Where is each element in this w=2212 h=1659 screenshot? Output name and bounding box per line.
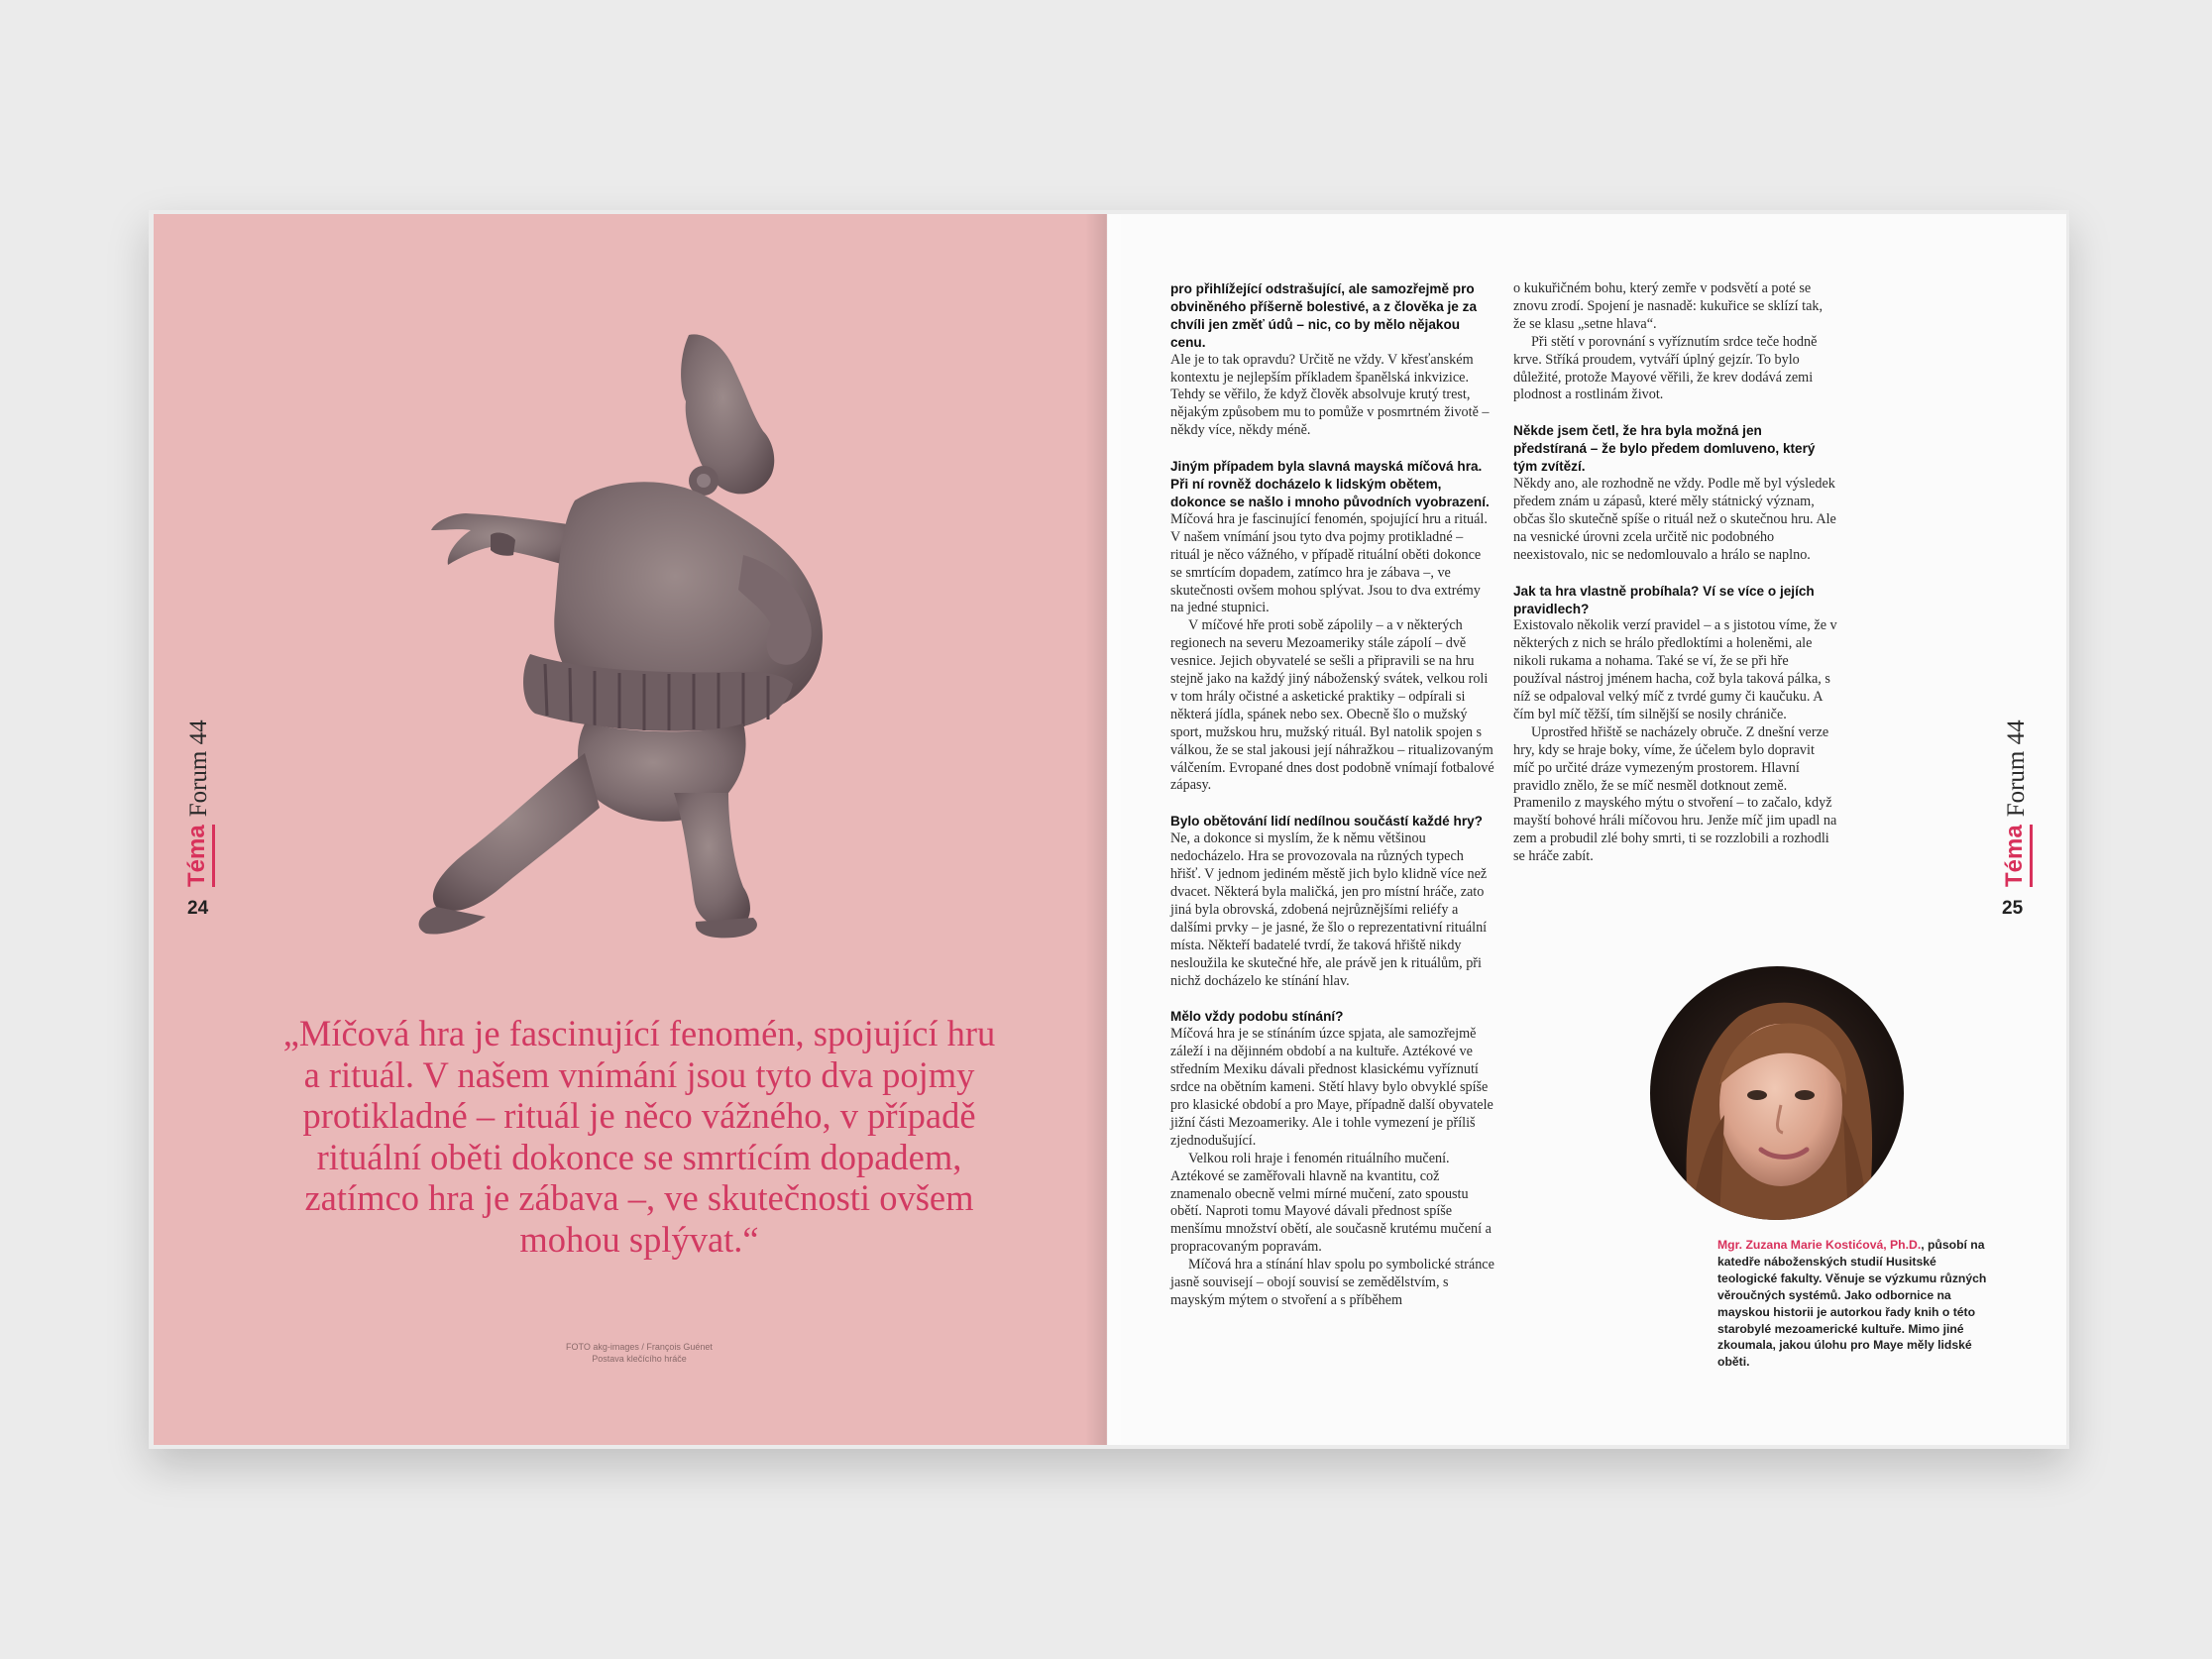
body-paragraph: Existovalo několik verzí pravidel – a s jistotou víme, že v některých z nich se hrálo předloktími a holeněmi, ale nikoli rukama a nohama. Také se ví, že se při hře používal nástroj jménem hacha, což byla taková pálka, s níž se odpaloval velký míč z tvrdé gumy či kaučuku. A čím byl míč těžší, tím silnější se nosily chrániče. — [1513, 617, 1837, 722]
section-rubric: Téma — [183, 825, 215, 887]
page-number: 25 — [2002, 898, 2024, 919]
body-paragraph: Míčová hra je se stínáním úzce spjata, ale samozřejmě záleží i na dějinném období a na kultuře. Aztékové ve středním Mexiku dávali přednost klasickému vyříznutí srdce na obětním kameni. Stětí hlavy bylo obvyklé spíše pro klasické období a pro Maye, případně další obyvatele jižní části Mezoameriky. Ale i tohle vymezení je příliš zjednodušující. — [1170, 1026, 1493, 1149]
body-paragraph: V míčové hře proti sobě zápolily – a v některých regionech na severu Mezoameriky stále zápolí – dvě vesnice. Jejich obyvatelé se sešli a připravili se na hru stejně jako na každý jiný náboženský svátek, velkou roli v tom hrály očistné a asketické praktiky – odpírali si některá jídla, spánek nebo sex. Obecně šlo o mužský sport, mužskou hru, mužský rituál. Byl natolik spojen s válkou, že se stal jakousi její náhražkou – ritualizovaným válčením. Evropané dnes dost podobně vnímají fotbalové zápasy. — [1170, 617, 1494, 794]
bio-name: Mgr. Zuzana Marie Kostićová, Ph.D. — [1717, 1238, 1922, 1252]
page-number: 24 — [187, 898, 209, 919]
paragraph-gap — [1513, 565, 1838, 583]
interview-question: Někde jsem četl, že hra byla možná jen předstíraná – že bylo předem domluveno, který tým zvítězí. — [1513, 423, 1816, 475]
body-paragraph: Míčová hra je fascinující fenomén, spojující hru a rituál. V našem vnímání jsou tyto dva pojmy protikladné – rituál je něco vážného, v případě rituální oběti dokonce se smrtícím dopadem, zatímco hra je zábava –, ve skutečnosti ovšem mohou splývat. Jsou to dva extrémy na jedné stupnici. — [1170, 510, 1488, 616]
interview-question: Jak ta hra vlastně probíhala? Ví se více o jejích pravidlech? — [1513, 583, 1815, 616]
paragraph-gap — [1170, 795, 1495, 813]
magazine-name: Forum 44 — [185, 719, 212, 818]
interview-question: Bylo obětování lidí nedílnou součástí každé hry? — [1170, 814, 1483, 830]
interview-question: pro přihlížející odstrašující, ale samozřejmě pro obviněného příšerně bolestivé, a z člověka je za chvíli jen změť údů – nic, co by mělo nějakou cenu. — [1170, 281, 1477, 350]
paragraph-gap — [1170, 990, 1495, 1008]
ballplayer-figurine-photo — [337, 327, 951, 941]
body-paragraph: o kukuřičném bohu, který zemře v podsvětí a poté se znovu zrodí. Spojení je nasnadě: kukuřice se sklízí tak, že se klasu „setne hlava“. — [1513, 280, 1824, 332]
section-rubric: Téma — [2001, 825, 2033, 887]
author-bio — [1717, 1237, 1997, 1371]
body-paragraph: Míčová hra a stínání hlav spolu po symbolické stránce jasně souvisejí – obojí souvisí se zemědělstvím, s mayským mýtem o stvoření a s příběhem — [1170, 1257, 1494, 1308]
body-paragraph: Ale je to tak opravdu? Určitě ne vždy. V křesťanském kontextu je nejlepším příkladem španělská inkvizice. Tehdy se věřilo, že když člověk absolvuje krutý trest, nějakým způsobem mu to pomůže v posmrtném životě – někdy více, někdy méně. — [1170, 351, 1490, 439]
portrait-photo — [1650, 966, 1904, 1220]
photo-caption: Postava klečícího hráče — [592, 1354, 687, 1364]
body-paragraph: Velkou roli hraje i fenomén rituálního mučení. Aztékové se zaměřovali hlavně na kvantitu, což znamenalo obecně velmi mírné mučení, zato spoustu obětí. Naproti tomu Mayové dávali přednost spíše menšímu množství obětí, ale současně krutému mučení a propracovaným popravám. — [1170, 1150, 1492, 1256]
body-paragraph: Někdy ano, ale rozhodně ne vždy. Podle mě byl výsledek předem znám u zápasů, které měly státnický význam, občas šlo skutečně spíše o rituál než o skutečnou hru. Ale na vesnické úrovni zcela určitě nic podobného neexistovalo, nic se nedomlouvalo a hrálo se naplno. — [1513, 476, 1836, 563]
bio-text: , působí na katedře náboženských studií Husitské teologické fakulty. Věnuje se výzkumu různých věroučných systémů. Jako odbornice na mayskou historii je autorkou řady knih o této starobylé mezoamerické kultuře. Mimo jiné zkoumala, jakou úlohu pro Maye měly lidské oběti. — [1717, 1238, 1987, 1370]
photo-credit — [530, 1341, 748, 1365]
article-column-1 — [1170, 280, 1495, 1310]
body-paragraph: Ne, a dokonce si myslím, že k němu většinou nedocházelo. Hra se provozovala na různých typech hřišť. V jednom jediném městě jich bylo klidně více než dvacet. Některá byla maličká, jen pro místní hráče, zato jiná byla obrovská, zdobená nejrůznějšími reliéfy a dalšími prvky – je jasné, že šlo o reprezentativní rituální místa. Někteří badatelé tvrdí, že taková hřiště nikdy nesloužila ke skutečné hře, ale právě jen k rituálům, při nichž docházelo ke stínání hlav. — [1170, 830, 1488, 989]
spine-gutter — [1085, 214, 1129, 1445]
body-paragraph: Uprostřed hřiště se nacházely obruče. Z dnešní verze hry, kdy se hraje boky, víme, že účelem bylo dopravit míč po určité dráze vymezeným prostorem. Hlavní pravidlo znělo, že se míč nesměl dotknout země. Pramenilo z mayského mýtu o stvoření – to začalo, když mayští bohové hráli míčovou hru. Jenže míč jim upadl na zem a probudil zlé bohy smrti, ti se rozzlobili a rozhodli se hráče zabít. — [1513, 723, 1837, 865]
photo-credit-line: FOTO akg-images / François Guénet — [566, 1342, 713, 1352]
right-folio — [1997, 719, 2037, 917]
body-paragraph: Při stětí v porovnání s vyříznutím srdce teče hodně krve. Stříká proudem, vytváří úplný gejzír. To bylo důležité, protože Mayové věřili, že krev dodává zemi plodnost a rostlinám život. — [1513, 333, 1818, 403]
article-column-2 — [1513, 280, 1838, 866]
paragraph-gap — [1513, 404, 1838, 422]
interview-question: Jiným případem byla slavná mayská míčová hra. Při ní rovněž docházelo k lidským obětem, dokonce se našlo i mnoho původních vyobrazení. — [1170, 459, 1490, 509]
left-folio — [179, 719, 219, 917]
magazine-name: Forum 44 — [2003, 719, 2030, 818]
interview-question: Mělo vždy podobu stínání? — [1170, 1009, 1344, 1025]
pull-quote: „Míčová hra je fascinující fenomén, spojující hru a rituál. V našem vnímání jsou tyto dva pojmy protikladné – rituál je něco vážného, v případě rituální oběti dokonce se smrtícím dopadem, zatímco hra je zábava –, ve skutečnosti ovšem mohou splývat.“ — [282, 1013, 996, 1260]
paragraph-gap — [1170, 440, 1495, 458]
